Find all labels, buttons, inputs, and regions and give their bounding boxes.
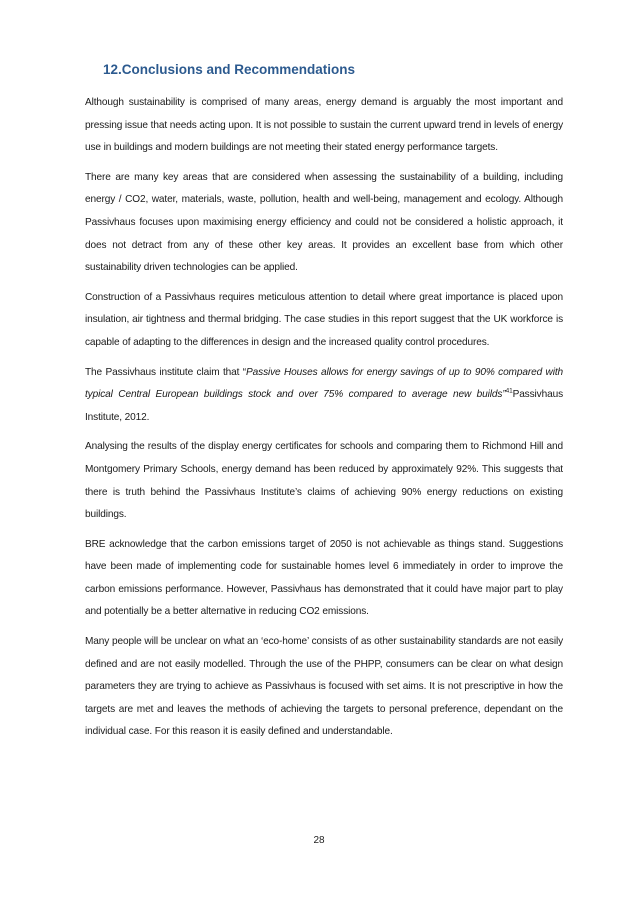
- paragraph-eco-home: Many people will be unclear on what an ‘eco-home’ consists of as other sustainability standards are not easily defined and are not easily modelled. Through the use of the PHPP, consumers can be clear on what design parameters they are trying to achieve as Passivhaus is focused with set aims. It is not prescriptive in how the targets are met and leaves the methods of achieving the targets to personal preference, dependant on the individual case. For this reason it is easily defined and understandable.: [85, 636, 563, 738]
- paragraph-bre: BRE acknowledge that the carbon emissions target of 2050 is not achievable as things stand. Suggestions have been made of implementing code for sustainable homes level 6 immediately in order to improve the carbon emissions performance. However, Passivhaus has demonstrated that it could have major part to play and potentially be a better alternative in reducing CO2 emissions.: [85, 538, 563, 618]
- body-text: [85, 92, 563, 751]
- claim-quote: Passive Houses allows for energy savings of up to 90% compared with typical Central European buildings stock and over 75% compared to average new builds: [85, 366, 563, 401]
- section-heading: 12.Conclusions and Recommendations: [103, 62, 356, 77]
- claim-close-quote: ”: [502, 389, 506, 401]
- claim-lead: The Passivhaus institute claim that “: [85, 366, 247, 378]
- page-number: 28: [313, 835, 325, 846]
- paragraph-analysis: Analysing the results of the display energy certificates for schools and comparing them to Richmond Hill and Montgomery Primary Schools, energy demand has been reduced by approximately 92%. This suggests that there is truth behind the Passivhaus Institute’s claims of achieving 90% energy reductions on existing buildings.: [85, 441, 563, 521]
- paragraph-key-areas: There are many key areas that are considered when assessing the sustainability of a building, including energy / CO2, water, materials, waste, pollution, health and well-being, management and ecology. Although Passivhaus focuses upon maximising energy efficiency and could not be considered a holistic approach, it does not detract from any of these other key areas. It provides an excellent base from which other sustainability driven technologies can be applied.: [85, 171, 563, 274]
- paragraph-construction: Construction of a Passivhaus requires meticulous attention to detail where great importance is placed upon insulation, air tightness and thermal bridging. The case studies in this report suggest that the UK workforce is capable of adapting to the differences in design and the increased quality control procedures.: [85, 291, 563, 348]
- paragraph-passivhaus-claim: [85, 362, 563, 430]
- footnote-reference: 41: [505, 387, 513, 395]
- claim-citation: Passivhaus Institute, 2012.: [85, 389, 563, 423]
- paragraph-energy-demand: Although sustainability is comprised of many areas, energy demand is arguably the most important and pressing issue that needs acting upon. It is not possible to sustain the current upward trend in levels of energy use in buildings and modern buildings are not meeting their stated energy performance targets.: [85, 97, 563, 154]
